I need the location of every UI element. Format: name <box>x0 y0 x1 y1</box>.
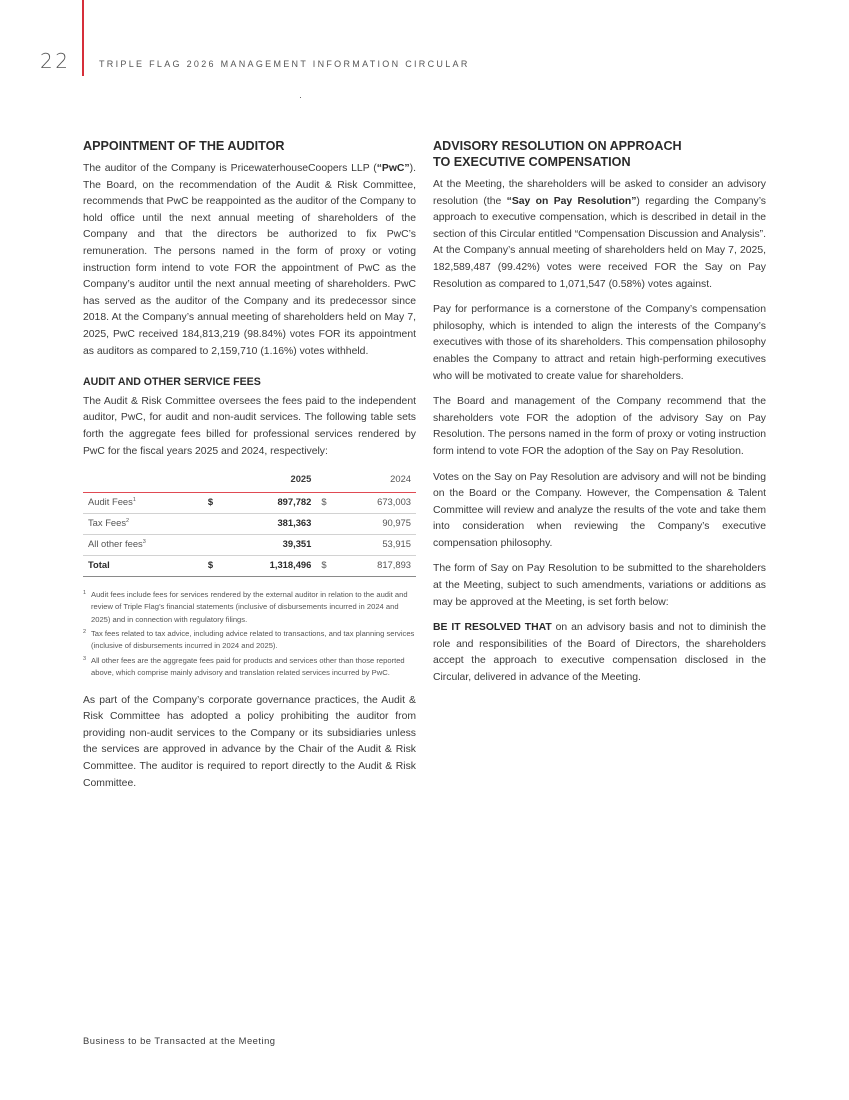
footnotes <box>83 589 416 680</box>
fees-table <box>83 469 416 577</box>
table-total-row: Total $ 1,318,496 $ 817,893 <box>83 555 416 576</box>
fees-table-header <box>83 469 416 492</box>
col-2025: 2025 <box>225 469 316 492</box>
running-header: TRIPLE FLAG 2026 MANAGEMENT INFORMATION CIRCULAR <box>99 59 470 69</box>
footnote: 3 All other fees are the aggregate fees paid for products and services other than those reported above, which comprise mainly advisory and translation related services incurred by PwC. <box>83 655 405 678</box>
governance-paragraph: As part of the Company’s corporate governance practices, the Audit & Risk Committee has adopted a policy prohibiting the auditor from providing non-audit services to the Company or its subsidiaries unless the services are approved in advance by the Chair of the Audit & Risk Committee. The auditor is required to report directly to the Audit & Risk Committee. <box>83 694 416 789</box>
say-on-pay-paragraph: At the Meeting, the shareholders will be asked to consider an advisory resolution (the “Say on Pay Resolution”) regarding the Company’s approach to executive compensation, which is described in detail in the section of this Circular entitled “Compensation Discussion and Analysis”. At the Company’s annual meeting of shareholders held on May 7, 2025, 182,589,487 (99.42%) votes were received FOR the Say on Pay Resolution as compared to 1,071,547 (0.58%) votes against. <box>433 179 767 290</box>
table-row: Tax Fees$^2$ 381,363 90,975 <box>83 513 416 534</box>
right-column <box>433 138 766 696</box>
footnote: 2 Tax fees related to tax advice, including advice related to transactions, and tax planning services (inclusive of disbursements incurred in 2024 and 2025). <box>83 628 415 651</box>
auditor-paragraph: The auditor of the Company is PricewaterhouseCoopers LLP (“PwC”). The Board, on the recommendation of the Audit & Risk Committee, recommends that PwC be reappointed as the auditor of the Company to hold office until the next annual meeting of shareholders of the Company and that the directors be authorized to fix PwC’s remuneration. The persons named in the form of proxy or voting instruction form intend to vote FOR the appointment of PwC as the Company’s auditor until the next annual meeting of shareholders. PwC has served as the auditor of the Company and its predecessor since 2018. At the Company’s annual meeting of shareholders held on May 7, 2025, PwC received 184,813,219 (98.84%) votes FOR its appointment as auditors as compared to 2,159,710 (1.16%) votes withheld. <box>83 163 416 357</box>
stray-dot <box>300 97 301 98</box>
advisory-votes-paragraph: Votes on the Say on Pay Resolution are advisory and will not be binding on the Board or the Company. However, the Compensation & Talent Committee will review and analyze the results of the vote and take them into consideration when reviewing the Company’s executive compensation philosophy. <box>433 471 766 549</box>
table-row: Audit Fees$^1$ $ 897,782 $ 673,003 <box>83 492 416 513</box>
resolution-text-paragraph: BE IT RESOLVED THAT on an advisory basis and not to diminish the role and responsibilities of the Board of Directors, the shareholders accept the approach to executive compensation disclosed in the Circular, delivered in advance of the Meeting. <box>433 622 766 684</box>
fees-subheading: AUDIT AND OTHER SERVICE FEES <box>83 376 261 389</box>
resolution-form-paragraph: The form of Say on Pay Resolution to be submitted to the shareholders at the Meeting, subject to such amendments, variations or additions as may be approved at the Meeting, is set forth below: <box>433 563 766 608</box>
table-row: All other fees$^3$ 39,351 53,915 <box>83 534 416 555</box>
page-number: 22 <box>40 49 71 73</box>
auditor-heading: APPOINTMENT OF THE AUDITOR <box>83 139 285 153</box>
say-on-pay-heading: ADVISORY RESOLUTION ON APPROACH TO EXECUTIVE COMPENSATION <box>433 139 682 169</box>
pay-for-performance-paragraph: Pay for performance is a cornerstone of the Company’s compensation philosophy, which is intended to align the interests of the Company’s executives with those of its shareholders. This compensation philosophy enables the Company to attract and retain high-performing executives who will be motivated to create value for shareholders. <box>433 304 766 382</box>
footnote: 1 Audit fees include fees for services rendered by the external auditor in relation to the audit and review of Triple Flag’s financial statements (inclusive of disbursements incurred in 2024 and 2025) and in connection with regulatory filings. <box>83 589 408 624</box>
board-recommendation-paragraph: The Board and management of the Company recommend that the shareholders vote FOR the adoption of the advisory Say on Pay Resolution. The persons named in the form of proxy or voting instruction form intend to vote FOR the adoption of the Say on Pay Resolution. <box>433 396 766 457</box>
fees-intro-paragraph: The Audit & Risk Committee oversees the fees paid to the independent auditor, PwC, for audit and non-audit services. The following table sets forth the aggregate fees billed for professional services rendered by PwC for the fiscal years 2025 and 2024, respectively: <box>83 395 416 457</box>
col-2024: 2024 <box>338 469 416 492</box>
page-footer: Business to be Transacted at the Meeting <box>83 1035 276 1046</box>
header-accent-line <box>82 0 84 76</box>
left-column <box>83 138 416 801</box>
